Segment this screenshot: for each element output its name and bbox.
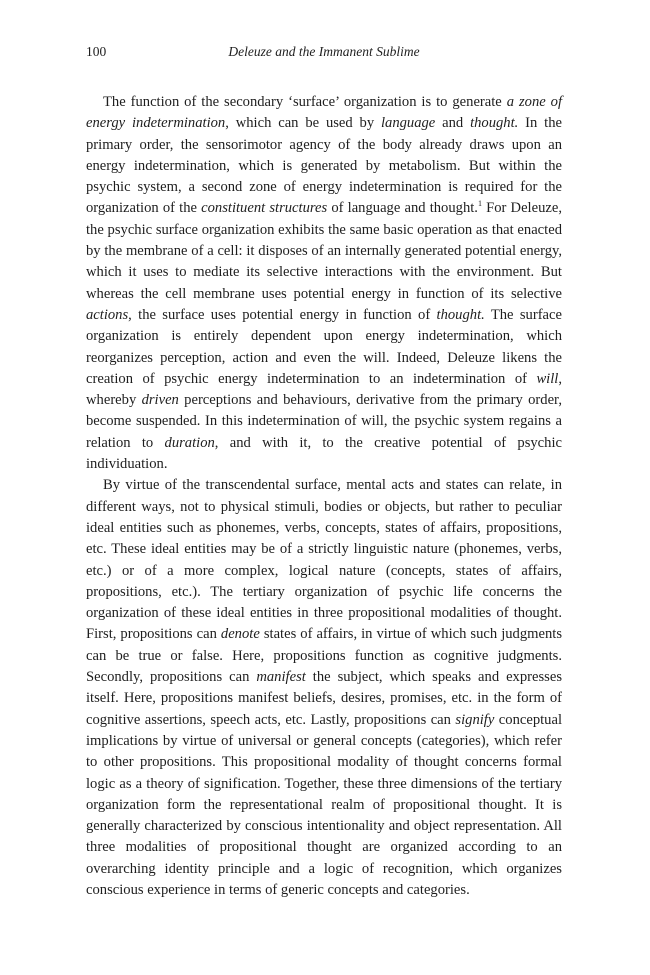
italic-text: driven (141, 392, 179, 409)
body-text (86, 92, 562, 901)
text-run: The surface organization is entirely dependent upon energy indetermination, which reorganizes perception, action and even the will. Indeed, Deleuze likens the creation of psychic energy indetermination to an indetermination of (86, 306, 562, 387)
text-run: , whereby (86, 370, 562, 409)
running-head (86, 44, 562, 66)
text-run: , which can be used by (225, 115, 381, 132)
italic-text: thought. (436, 306, 485, 323)
text-run: In the primary order, the sensorimotor agency of the body already draws upon an energy indetermination, which is generated by metabolism. But within the psychic system, a second zone of energy indetermination is required for the organization of the (86, 115, 562, 217)
text-run: The function of the secondary ‘surface’ organization is to generate (103, 94, 507, 110)
text-run: , the surface uses potential energy in function of (128, 306, 437, 323)
italic-text: a zone of energy indetermination (86, 94, 562, 132)
book-page (86, 44, 562, 901)
italic-text: constituent structures (201, 200, 328, 217)
text-run: states of affairs, in virtue of which such judgments can be true or false. Here, propositions function as cognitive judgments. Secondly, propositions can (86, 626, 563, 686)
paragraph-2 (86, 475, 562, 901)
text-run: By virtue of the transcendental surface, mental acts and states can relate, in different ways, not to physical stimuli, bodies or objects, but rather to peculiar ideal entities such as phonemes, verbs, concepts, states of affairs, propositions, etc. These ideal entities may be of a strictly linguistic nature (phonemes, verbs, etc.) or of a more complex, logical nature (concepts, states of affairs, propositions, etc.). The tertiary organization of psychic life concerns the organization of these ideal entities in three propositional modalities of thought. First, propositions can (86, 477, 562, 643)
italic-text: thought. (470, 115, 519, 132)
italic-text: will (536, 370, 559, 387)
text-run: the subject, which speaks and expresses itself. Here, propositions manifest beliefs, desires, promises, etc. in the form of cognitive assertions, speech acts, etc. Lastly, propositions can (86, 669, 563, 728)
text-run: perceptions and behaviours, derivative from the primary order, become suspended. In this indetermination of will, the psychic system regains a relation to (86, 392, 562, 451)
text-run: , and with it, to the creative potential of psychic individuation. (86, 434, 562, 473)
italic-text: language (380, 115, 436, 132)
text-run: of language and thought. (327, 200, 478, 217)
text-run: For Deleuze, the psychic surface organization exhibits the same basic operation as that enacted by the membrane of a cell: it disposes of an internally generated potential energy, which it uses to mediate its selective interactions with the environment. But whereas the cell membrane uses potential energy in function of its selective (86, 200, 562, 302)
footnote-marker: 1 (477, 199, 482, 209)
italic-text: duration (164, 434, 215, 451)
text-run: and (435, 115, 471, 132)
running-title: Deleuze and the Immanent Sublime (228, 44, 420, 59)
page-number: 100 (86, 44, 107, 59)
italic-text: signify (455, 711, 495, 728)
italic-text: actions (86, 306, 129, 323)
paragraph-1 (86, 92, 562, 475)
text-run: conceptual implications by virtue of universal or general concepts (categories), which refer to other propositions. This propositional modality of thought concerns formal logic as a theory of signification. Together, these three dimensions of the tertiary organization form the representational realm of propositional thought. It is generally characterized by conscious intentionality and object representation. All three modalities of propositional thought are organized according to an overarching identity principle and a logic of recognition, which organizes conscious experience in terms of generic concepts and categories. (86, 711, 563, 898)
italic-text: manifest (256, 669, 306, 686)
italic-text: denote (220, 626, 260, 643)
